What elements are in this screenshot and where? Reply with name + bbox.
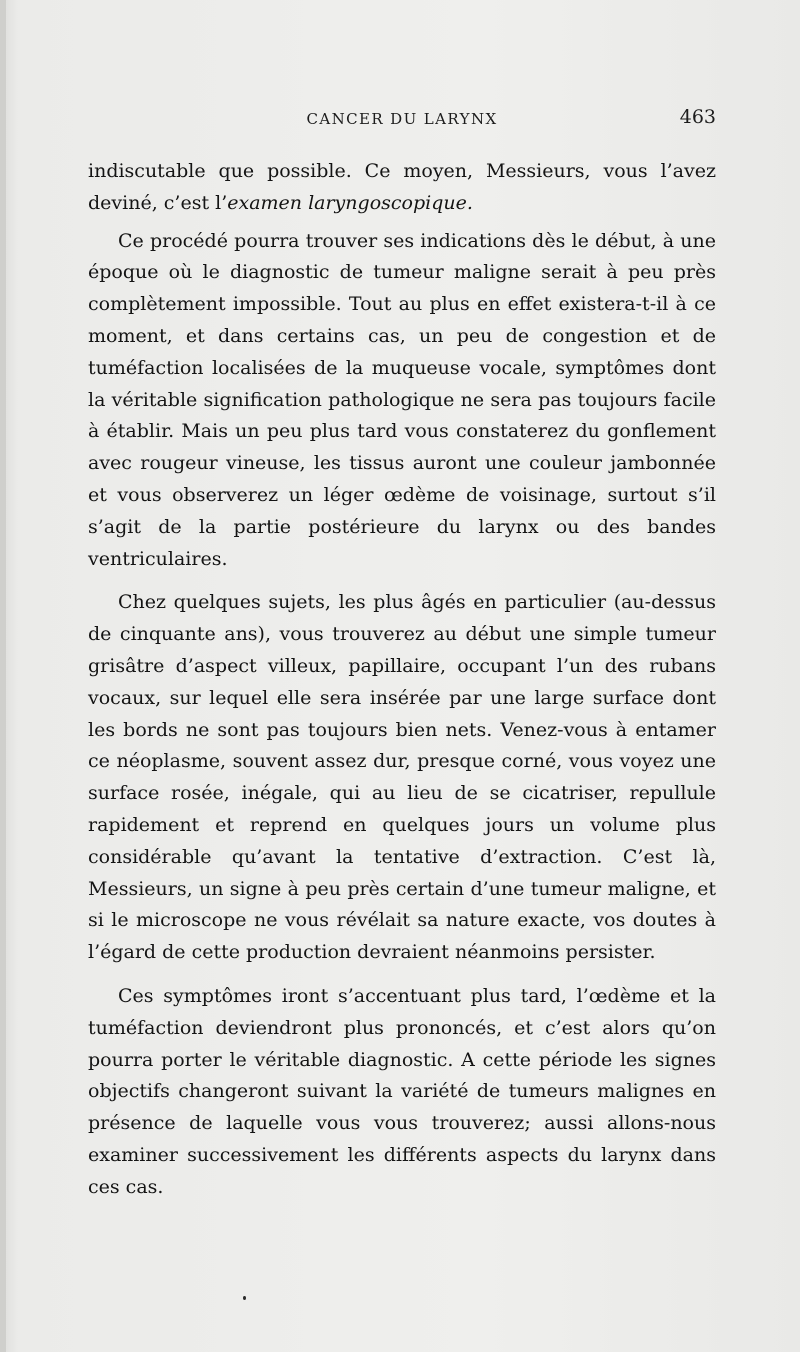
paragraph-1-italic: examen laryngoscopique. (227, 191, 473, 214)
paragraph-1 (88, 156, 716, 220)
paragraph-2: Ce procédé pourra trouver ses indications dès le début, à une époque où le diagnostic de tumeur maligne serait à peu près complètement impossible. Tout au plus en effet existera-t-il à ce moment, et dans certains cas, un peu de congestion et de tuméfaction localisées de la muqueuse vocale, symptômes dont la véritable signification pathologique ne sera pas toujours facile à établir. Mais un peu plus tard vous constaterez du gonflement avec rougeur vineuse, les tissus auront une couleur jambonnée et vous observerez un léger œdème de voisinage, surtout s’il s’agit de la partie postérieure du larynx ou des bandes ventriculaires. (88, 229, 716, 570)
paragraph-4: Ces symptômes iront s’accentuant plus tard, l’œdème et la tuméfaction deviendront plus prononcés, et c’est alors qu’on pourra porter le véritable diagnostic. A cette période les signes objectifs changeront suivant la variété de tumeurs malignes en présence de laquelle vous vous trouverez; aussi allons-nous examiner successivement les différents aspects du larynx dans ces cas. (88, 984, 716, 1198)
paragraph-1-text: indiscutable que possible. Ce moyen, Messieurs, vous l’avez deviné, c’est l’ (88, 160, 716, 214)
ink-speck (243, 1296, 246, 1300)
page-number: 463 (679, 106, 716, 128)
page-header (88, 104, 716, 134)
running-title: CANCER DU LARYNX (306, 110, 498, 128)
paragraph-3: Chez quelques sujets, les plus âgés en particulier (au-dessus de cinquante ans), vous trouverez au début une simple tumeur grisâtre d’aspect villeux, papillaire, occupant l’un des rubans vocaux, sur lequel elle sera insérée par une large surface dont les bords ne sont pas toujours bien nets. Venez-vous à entamer ce néoplasme, souvent assez dur, presque corné, vous voyez une surface rosée, inégale, qui au lieu de se cicatriser, repullule rapidement et reprend en quelques jours un volume plus considérable qu’avant la tentative d’extraction. C’est là, Messieurs, un signe à peu près certain d’une tumeur maligne, et si le microscope ne vous révélait sa nature exacte, vos doutes à l’égard de cette production devraient néanmoins persister. (88, 591, 716, 964)
body-text (88, 156, 716, 1204)
